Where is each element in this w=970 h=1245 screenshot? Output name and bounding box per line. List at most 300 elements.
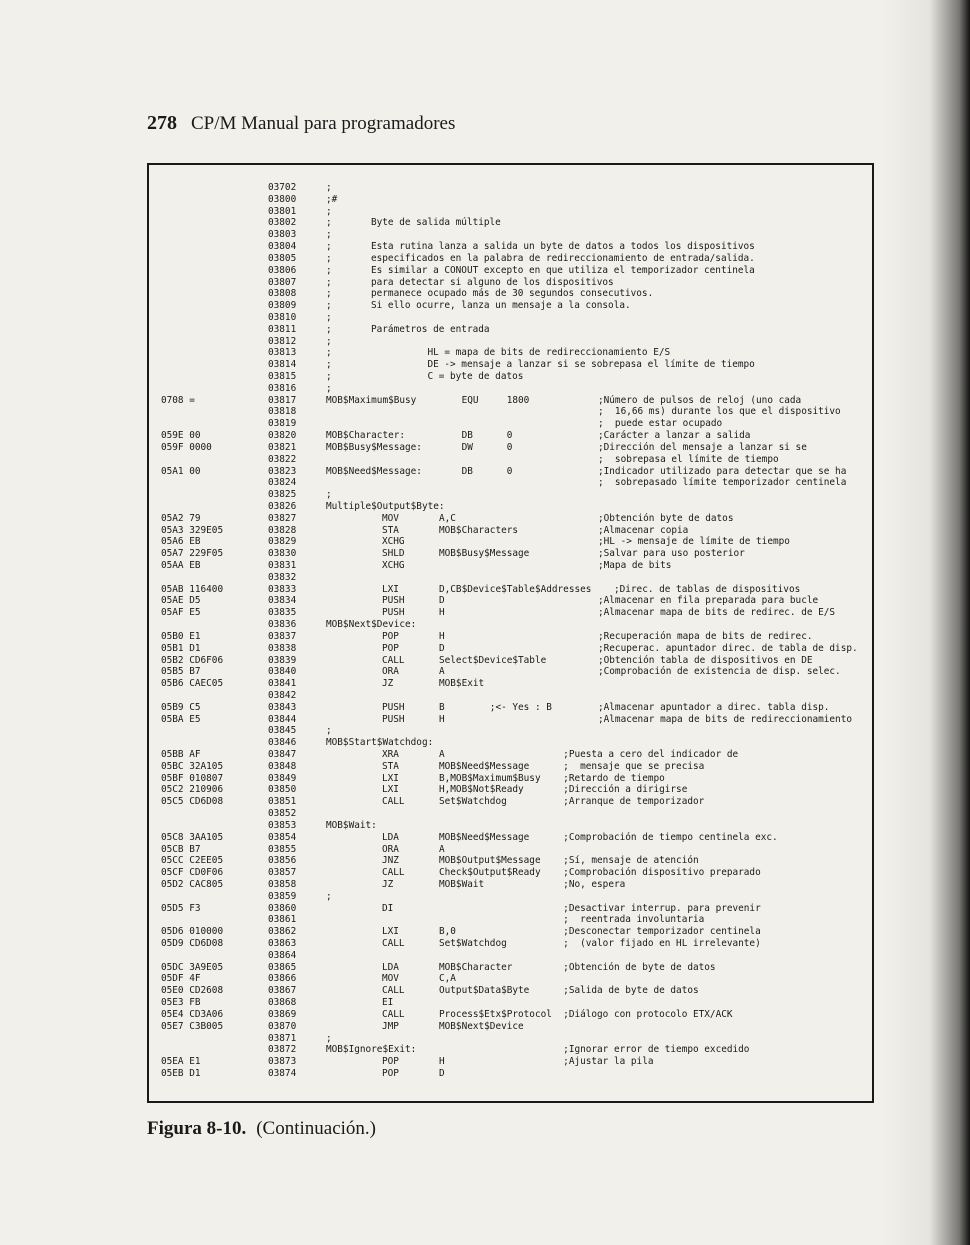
label: MOB$Busy$Message: — [326, 441, 422, 453]
opcode: ORA — [382, 843, 399, 855]
comment: ;Comprobación de existencia de disp. selec. — [598, 666, 841, 678]
opcode: XCHG — [382, 536, 405, 548]
opcode: XCHG — [382, 560, 405, 571]
operand: Set$Watchdog ; (valor fijado en HL irrelevante) — [439, 938, 761, 949]
line-number: 03805 — [268, 252, 297, 264]
listing-line — [161, 643, 873, 655]
hex-code: 05DC 3A9E05 — [161, 961, 224, 973]
operand: MOB$Busy$Message — [439, 548, 530, 560]
listing-line — [161, 761, 873, 773]
line-number: 03847 — [268, 749, 297, 760]
line-number: 03800 — [268, 193, 297, 205]
listing-line — [161, 395, 873, 407]
operand: B,MOB$Maximum$Busy ;Retardo de tiempo — [439, 772, 665, 784]
hex-code: 05E0 CD2608 — [161, 985, 224, 997]
operand: H ;Ajustar la pila — [439, 1056, 654, 1068]
operand: MOB$Next$Device — [439, 1020, 524, 1032]
line-number: 03846 — [268, 737, 297, 749]
listing-line — [161, 903, 873, 915]
assembly-listing — [161, 182, 873, 1080]
line-number: 03801 — [268, 205, 297, 217]
listing-line — [161, 666, 873, 678]
line-number: 03862 — [268, 926, 297, 938]
hex-code: 05A6 EB — [161, 536, 201, 548]
line-number: 03851 — [268, 796, 297, 808]
listing-line — [161, 855, 873, 867]
comment: ;Carácter a lanzar a salida — [598, 430, 751, 442]
listing-line — [161, 879, 873, 891]
listing-line — [161, 501, 873, 513]
label: MOB$Maximum$Busy — [326, 394, 417, 406]
opcode: STA — [382, 524, 399, 536]
hex-code: 05CB B7 — [161, 843, 201, 855]
page-edge-shadow — [880, 0, 970, 1245]
label: ;# — [326, 193, 338, 205]
hex-code: 05B2 CD6F06 — [161, 654, 224, 666]
line-number: 03829 — [268, 536, 297, 548]
line-number: 03855 — [268, 843, 297, 855]
line-number: 03815 — [268, 371, 297, 382]
label: ; — [326, 725, 332, 737]
line-number: 03871 — [268, 1032, 297, 1044]
hex-code: 05CF CD0F06 — [161, 867, 224, 879]
line-number: 03863 — [268, 938, 297, 949]
listing-line — [161, 737, 873, 749]
figure-caption-text: (Continuación.) — [256, 1118, 376, 1139]
listing-line — [161, 844, 873, 856]
listing-line — [161, 477, 873, 489]
operand: EQU 1800 — [439, 394, 530, 406]
line-number: 03864 — [268, 949, 297, 961]
operand: Set$Watchdog ;Arranque de temporizador — [439, 796, 705, 808]
line-number: 03850 — [268, 784, 297, 796]
operand: H,MOB$Not$Ready ;Dirección a dirigirse — [439, 784, 688, 796]
opcode: LXI — [382, 784, 399, 796]
comment: ;Mapa de bits — [598, 560, 672, 571]
operand: D — [439, 595, 445, 607]
listing-line — [161, 548, 873, 560]
line-number: 03853 — [268, 819, 297, 831]
listing-line — [161, 749, 873, 761]
line-number: 03822 — [268, 453, 297, 465]
listing-line — [161, 997, 873, 1009]
listing-line — [161, 1068, 873, 1080]
label: ; — [326, 347, 332, 359]
line-number: 03804 — [268, 241, 297, 253]
comment: ;Almacenar mapa de bits de redireccionamiento — [598, 713, 852, 725]
comment: ; puede estar ocupado — [598, 418, 723, 430]
hex-code: 05BA E5 — [161, 713, 201, 725]
listing-line — [161, 985, 873, 997]
opcode: CALL — [382, 1008, 405, 1020]
line-number: 03836 — [268, 619, 297, 631]
operand: H — [439, 713, 445, 725]
operand: Process$Etx$Protocol ;Diálogo con protocolo ETX/ACK — [439, 1008, 733, 1020]
comment-text: DE -> mensaje a lanzar si se sobrepasa el límite de tiempo — [371, 359, 755, 371]
label: ; — [326, 205, 332, 217]
label: ; — [326, 1032, 332, 1044]
line-number: 03854 — [268, 831, 297, 843]
operand: B,0 ;Desconectar temporizador centinela — [439, 926, 761, 938]
hex-code: 05B9 C5 — [161, 701, 201, 713]
comment: ;Almacenar apuntador a direc. tabla disp. — [598, 701, 830, 713]
listing-line — [161, 867, 873, 879]
opcode: ORA — [382, 666, 399, 678]
opcode: LXI — [382, 926, 399, 938]
line-number: 03840 — [268, 666, 297, 678]
operand: MOB$Need$Message ; mensaje que se precisa — [439, 760, 705, 772]
listing-line — [161, 584, 873, 596]
label: ; — [326, 300, 332, 312]
opcode: POP — [382, 630, 399, 642]
line-number: 03817 — [268, 394, 297, 406]
operand: MOB$Need$Message ;Comprobación de tiempo centinela exc. — [439, 831, 778, 843]
label: MOB$Need$Message: — [326, 465, 422, 477]
line-number: 03859 — [268, 890, 297, 902]
operand: A,C — [439, 512, 456, 524]
comment-text: Parámetros de entrada — [371, 323, 490, 335]
listing-line — [161, 406, 873, 418]
line-number: 03828 — [268, 524, 297, 536]
listing-line — [161, 525, 873, 537]
hex-code: 05C8 3AA105 — [161, 831, 224, 843]
operand: MOB$Exit — [439, 678, 485, 690]
operand: D — [439, 1067, 445, 1079]
comment: ;Almacenar en fila preparada para bucle — [598, 595, 819, 607]
label: ; — [326, 359, 332, 371]
operand: B ;<- Yes : B — [439, 701, 552, 713]
comment: ; sobrepasa el límite de tiempo — [598, 453, 779, 465]
line-number: 03872 — [268, 1044, 297, 1056]
opcode: STA — [382, 760, 399, 772]
comment: ;Recuperación mapa de bits de redirec. — [598, 630, 813, 642]
opcode: CALL — [382, 867, 405, 879]
line-number: 03844 — [268, 713, 297, 725]
listing-line — [161, 241, 873, 253]
page-number: 278 — [147, 112, 177, 134]
listing-line — [161, 489, 873, 501]
listing-line — [161, 253, 873, 265]
figure-label: Figura 8-10. — [147, 1118, 247, 1139]
label: MOB$Wait: — [326, 819, 377, 831]
comment: ;Salvar para uso posterior — [598, 548, 745, 560]
listing-line — [161, 619, 873, 631]
opcode: POP — [382, 1067, 399, 1079]
listing-line — [161, 631, 873, 643]
comment-text: HL = mapa de bits de redireccionamiento E/S — [371, 347, 671, 359]
line-number: 03842 — [268, 689, 297, 701]
hex-code: 05A7 229F05 — [161, 548, 224, 560]
line-number: 03870 — [268, 1020, 297, 1032]
line-number: 03827 — [268, 512, 297, 524]
opcode: JNZ — [382, 855, 399, 867]
operand: ;Desactivar interrup. para prevenir — [439, 902, 761, 914]
label: MOB$Character: — [326, 430, 406, 442]
operand: C,A — [439, 973, 456, 985]
listing-line — [161, 891, 873, 903]
line-number: 03848 — [268, 760, 297, 772]
operand: MOB$Character ;Obtención de byte de datos — [439, 961, 716, 973]
line-number: 03841 — [268, 678, 297, 690]
label: ; — [326, 335, 332, 347]
line-number: 03825 — [268, 489, 297, 501]
listing-line — [161, 454, 873, 466]
hex-code: 05BF 010807 — [161, 772, 224, 784]
opcode: DI — [382, 902, 394, 914]
listing-line — [161, 466, 873, 478]
listing-line — [161, 678, 873, 690]
listing-line — [161, 359, 873, 371]
listing-line — [161, 217, 873, 229]
hex-code: 05AE D5 — [161, 595, 201, 607]
listing-line — [161, 336, 873, 348]
label: ; — [326, 489, 332, 501]
listing-line — [161, 442, 873, 454]
label: MOB$Next$Device: — [326, 619, 417, 631]
opcode: PUSH — [382, 713, 405, 725]
label: MOB$Start$Watchdog: — [326, 737, 434, 749]
operand: D — [439, 642, 445, 654]
listing-line — [161, 182, 873, 194]
hex-code: 05BB AF — [161, 749, 201, 760]
line-number: 03867 — [268, 985, 297, 997]
opcode: PUSH — [382, 595, 405, 607]
line-number: 03802 — [268, 217, 297, 229]
listing-line — [161, 773, 873, 785]
operand: ; reentrada involuntaria — [439, 914, 705, 926]
comment: ;Obtención byte de datos — [598, 512, 734, 524]
hex-code: 059F 0000 — [161, 441, 212, 453]
line-number: 03858 — [268, 878, 297, 890]
label: ; — [326, 890, 332, 902]
opcode: MOV — [382, 512, 399, 524]
comment-text: Es similar a CONOUT excepto en que utiliza el temporizador centinela — [371, 264, 755, 276]
operand: DB 0 — [439, 465, 513, 477]
listing-line — [161, 1033, 873, 1045]
operand: A — [439, 843, 445, 855]
listing-line — [161, 926, 873, 938]
operand: Output$Data$Byte ;Salida de byte de datos — [439, 985, 699, 997]
line-number: 03818 — [268, 406, 297, 418]
comment: ;HL -> mensaje de límite de tiempo — [598, 536, 790, 548]
line-number: 03830 — [268, 548, 297, 560]
hex-code: 05EB D1 — [161, 1067, 201, 1079]
operand: H — [439, 607, 445, 619]
line-number: 03873 — [268, 1056, 297, 1068]
listing-line — [161, 229, 873, 241]
listing-line — [161, 347, 873, 359]
label: ; — [326, 241, 332, 253]
opcode: CALL — [382, 796, 405, 808]
line-number: 03824 — [268, 477, 297, 489]
line-number: 03809 — [268, 300, 297, 312]
line-number: 03832 — [268, 571, 297, 583]
line-number: 03826 — [268, 500, 297, 512]
hex-code: 05DF 4F — [161, 973, 201, 985]
listing-line — [161, 371, 873, 383]
line-number: 03831 — [268, 560, 297, 571]
line-number: 03865 — [268, 961, 297, 973]
line-number: 03820 — [268, 430, 297, 442]
line-number: 03813 — [268, 347, 297, 359]
opcode: JZ — [382, 878, 394, 890]
listing-line — [161, 607, 873, 619]
hex-code: 059E 00 — [161, 430, 201, 442]
label: ; — [326, 288, 332, 300]
opcode: CALL — [382, 985, 405, 997]
line-number: 03808 — [268, 288, 297, 300]
line-number: 03814 — [268, 359, 297, 371]
opcode: SHLD — [382, 548, 405, 560]
listing-line — [161, 796, 873, 808]
listing-line — [161, 690, 873, 702]
operand: A ;Puesta a cero del indicador de — [439, 749, 739, 760]
hex-code: 05B6 CAEC05 — [161, 678, 224, 690]
listing-line — [161, 702, 873, 714]
hex-code: 05E4 CD3A06 — [161, 1008, 224, 1020]
line-number: 03823 — [268, 465, 297, 477]
figure-caption — [147, 1118, 376, 1140]
comment-text: Esta rutina lanza a salida un byte de datos a todos los dispositivos — [371, 241, 755, 253]
listing-line — [161, 1021, 873, 1033]
opcode: PUSH — [382, 607, 405, 619]
comment: ; 16,66 ms) durante los que el dispositivo — [598, 406, 841, 418]
line-number: 03807 — [268, 276, 297, 288]
line-number: 03816 — [268, 382, 297, 394]
label: ; — [326, 276, 332, 288]
operand: MOB$Characters — [439, 524, 519, 536]
comment-text: Si ello ocurre, lanza un mensaje a la consola. — [371, 300, 631, 312]
listing-line — [161, 595, 873, 607]
comment-text: permanece ocupado más de 30 segundos consecutivos. — [371, 288, 654, 300]
label: MOB$Ignore$Exit: — [326, 1044, 417, 1056]
comment: ;Dirección del mensaje a lanzar si se — [598, 441, 807, 453]
listing-line — [161, 938, 873, 950]
line-number: 03834 — [268, 595, 297, 607]
line-number: 03839 — [268, 654, 297, 666]
comment-text: Byte de salida múltiple — [371, 217, 501, 229]
opcode: LDA — [382, 961, 399, 973]
listing-line — [161, 418, 873, 430]
listing-line — [161, 1056, 873, 1068]
hex-code: 05B1 D1 — [161, 642, 201, 654]
opcode: LXI — [382, 583, 399, 595]
hex-code: 0708 = — [161, 394, 195, 406]
listing-line — [161, 714, 873, 726]
comment-text: C = byte de datos — [371, 371, 524, 382]
line-number: 03874 — [268, 1067, 297, 1079]
listing-line — [161, 962, 873, 974]
hex-code: 05B5 B7 — [161, 666, 201, 678]
hex-code: 05C2 210906 — [161, 784, 224, 796]
listing-line — [161, 950, 873, 962]
running-title: CP/M Manual para programadores — [191, 113, 456, 134]
label: ; — [326, 382, 332, 394]
line-number: 03869 — [268, 1008, 297, 1020]
page-header — [147, 112, 455, 135]
line-number: 03843 — [268, 701, 297, 713]
opcode: LXI — [382, 772, 399, 784]
operand: Select$Device$Table — [439, 654, 547, 666]
opcode: MOV — [382, 973, 399, 985]
hex-code: 05E7 C3B005 — [161, 1020, 224, 1032]
comment: ;Indicador utilizado para detectar que se ha — [598, 465, 847, 477]
line-number: 03819 — [268, 418, 297, 430]
line-number: 03702 — [268, 182, 297, 193]
line-number: 03856 — [268, 855, 297, 867]
label: ; — [326, 264, 332, 276]
line-number: 03849 — [268, 772, 297, 784]
listing-line — [161, 1044, 873, 1056]
comment: ;Recuperac. apuntador direc. de tabla de disp. — [598, 642, 858, 654]
opcode: POP — [382, 1056, 399, 1068]
comment-text: especificados en la palabra de redireccionamiento de entrada/salida. — [371, 252, 755, 264]
hex-code: 05C5 CD6D08 — [161, 796, 224, 808]
line-number: 03811 — [268, 323, 297, 335]
comment: ; sobrepasado límite temporizador centinela — [598, 477, 847, 489]
label: ; — [326, 371, 332, 382]
hex-code: 05EA E1 — [161, 1056, 201, 1068]
listing-line — [161, 572, 873, 584]
listing-line — [161, 808, 873, 820]
opcode: PUSH — [382, 701, 405, 713]
comment: ;Almacenar mapa de bits de redirec. de E/S — [598, 607, 836, 619]
line-number: 03803 — [268, 229, 297, 241]
label: ; — [326, 217, 332, 229]
hex-code: 05E3 FB — [161, 997, 201, 1009]
listing-line — [161, 312, 873, 324]
opcode: POP — [382, 642, 399, 654]
line-number: 03821 — [268, 441, 297, 453]
line-number: 03810 — [268, 311, 297, 323]
line-number: 03838 — [268, 642, 297, 654]
hex-code: 05A3 329E05 — [161, 524, 224, 536]
line-number: 03866 — [268, 973, 297, 985]
listing-line — [161, 914, 873, 926]
line-number: 03860 — [268, 902, 297, 914]
hex-code: 05BC 32A105 — [161, 760, 224, 772]
line-number: 03812 — [268, 335, 297, 347]
line-number: 03861 — [268, 914, 297, 926]
operand: H — [439, 630, 445, 642]
listing-line — [161, 820, 873, 832]
hex-code: 05CC C2EE05 — [161, 855, 224, 867]
line-number: 03806 — [268, 264, 297, 276]
operand: Check$Output$Ready ;Comprobación dispositivo preparado — [439, 867, 761, 879]
listing-line — [161, 288, 873, 300]
comment-text: para detectar si alguno de los dispositivos — [371, 276, 614, 288]
label: ; — [326, 182, 332, 193]
listing-line — [161, 560, 873, 572]
line-number: 03833 — [268, 583, 297, 595]
listing-line — [161, 784, 873, 796]
listing-line — [161, 277, 873, 289]
hex-code: 05D9 CD6D08 — [161, 938, 224, 949]
comment: ;Número de pulsos de reloj (uno cada — [598, 394, 802, 406]
opcode: EI — [382, 997, 394, 1009]
opcode: JZ — [382, 678, 394, 690]
hex-code: 05AB 116400 — [161, 583, 224, 595]
line-number: 03857 — [268, 867, 297, 879]
listing-line — [161, 206, 873, 218]
hex-code: 05AA EB — [161, 560, 201, 571]
hex-code: 05AF E5 — [161, 607, 201, 619]
hex-code: 05A2 79 — [161, 512, 201, 524]
line-number: 03868 — [268, 997, 297, 1009]
operand: ;Ignorar error de tiempo excedido — [439, 1044, 750, 1056]
operand: A — [439, 666, 445, 678]
line-number: 03837 — [268, 630, 297, 642]
